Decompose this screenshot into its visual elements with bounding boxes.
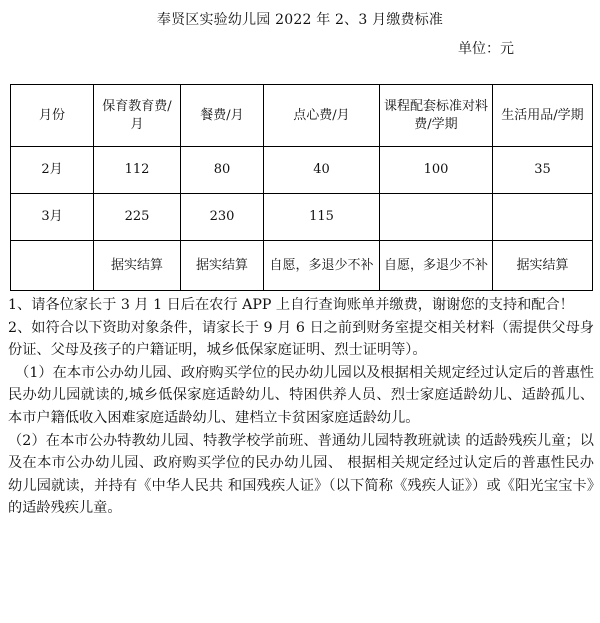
- table-row: [11, 147, 593, 194]
- table-cell: 2月: [11, 147, 94, 194]
- table-cell: 225: [94, 194, 181, 241]
- header-snack-fee: 点心费/月: [264, 85, 380, 147]
- table-cell: 3月: [11, 194, 94, 241]
- note-paragraph-2: 2、如符合以下资助对象条件，请家长于 9 月 6 日之前到财务室提交相关材料（需提供父母身份证、父母及孩子的户籍证明，城乡低保家庭证明、烈士证明等）。: [8, 319, 594, 359]
- table-cell: [493, 194, 593, 241]
- header-meal-fee: 餐费/月: [181, 85, 264, 147]
- header-course-material-fee: 课程配套标准对料费/学期: [380, 85, 493, 147]
- unit-label: 单位：元: [458, 41, 514, 57]
- table-row: [11, 194, 593, 241]
- table-cell: 115: [264, 194, 380, 241]
- table-cell: 80: [181, 147, 264, 194]
- table-cell: [380, 194, 493, 241]
- table-cell: 据实结算: [181, 241, 264, 291]
- table-cell: 40: [264, 147, 380, 194]
- note-paragraph-3: （1）在本市公办幼儿园、政府购买学位的民办幼儿园以及根据相关规定经过认定后的普惠性民办幼儿园就读的,城乡低保家庭适龄幼儿、特困供养人员、烈士家庭适龄幼儿、适龄孤儿、本市户籍低收入困难家庭适龄幼儿、建档立卡贫困家庭适龄幼儿。: [8, 364, 594, 426]
- table-cell: 据实结算: [493, 241, 593, 291]
- notes-section: [8, 294, 594, 520]
- table-cell: 230: [181, 194, 264, 241]
- table-cell: 自愿，多退少不补: [380, 241, 493, 291]
- table-cell: 35: [493, 147, 593, 194]
- table-cell: 自愿，多退少不补: [264, 241, 380, 291]
- header-daily-supplies-fee: 生活用品/学期: [493, 85, 593, 147]
- header-month: 月份: [11, 85, 94, 147]
- table-cell: 100: [380, 147, 493, 194]
- note-paragraph-1: 1、请各位家长于 3 月 1 日后在农行 APP 上自行查询账单并缴费，谢谢您的支持和配合！: [8, 297, 574, 313]
- fee-table: [10, 84, 593, 291]
- document-title: 奉贤区实验幼儿园 2022 年 2、3 月缴费标准: [156, 12, 444, 28]
- table-header-row: [11, 85, 593, 147]
- table-cell: [11, 241, 94, 291]
- table-row: [11, 241, 593, 291]
- table-cell: 据实结算: [94, 241, 181, 291]
- note-paragraph-4: （2）在本市公办特教幼儿园、特教学校学前班、普通幼儿园特教班就读 的适龄残疾儿童；以及在本市公办幼儿园、政府购买学位的民办幼儿园、 根据相关规定经过认定后的普惠性民办幼儿园就读，并持有《中华人民共 和国残疾人证》（以下简称《残疾人证》）或《阳光宝宝卡》的适龄残疾儿童。: [8, 432, 594, 517]
- table-cell: 112: [94, 147, 181, 194]
- header-care-education-fee: 保育教育费/月: [94, 85, 181, 147]
